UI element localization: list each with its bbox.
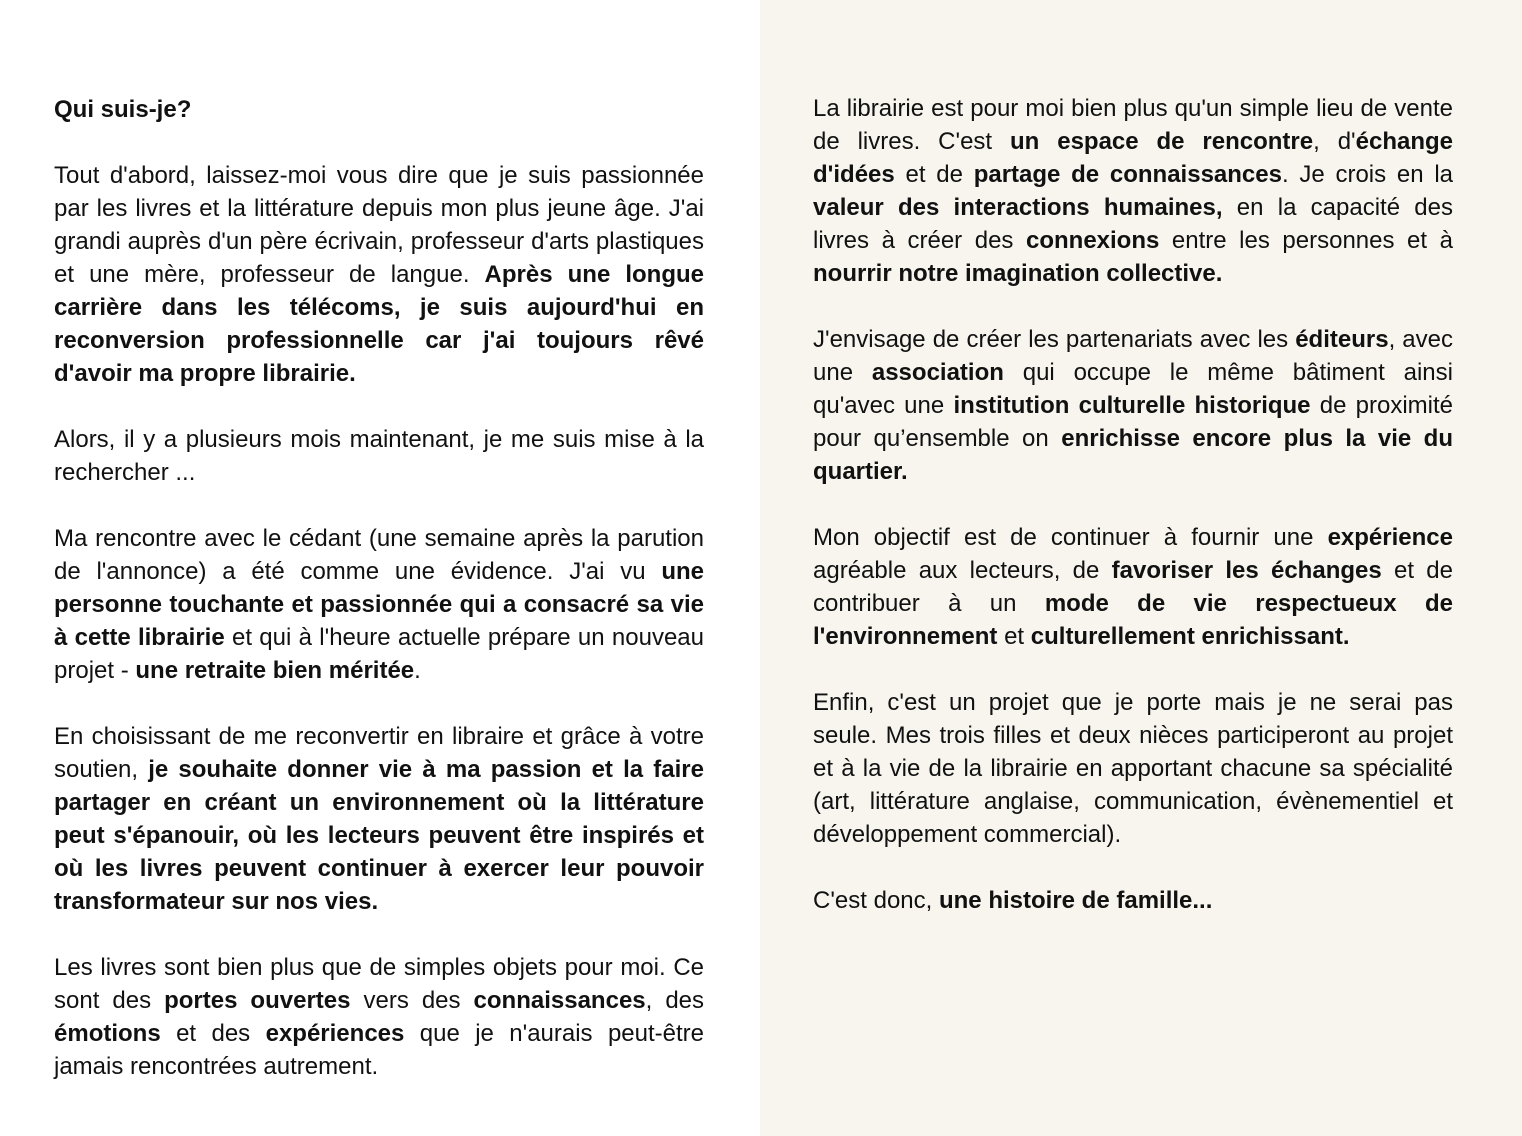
emphasis-text: favoriser les échanges — [1111, 557, 1382, 584]
text-run: de proximité pour qu’ensemble on — [813, 392, 1453, 452]
text-run: et de contribuer à un — [813, 557, 1453, 617]
emphasis-text: enrichisse encore plus la vie du quartier. — [813, 425, 1454, 485]
paragraph — [54, 159, 704, 390]
text-run: Tout d'abord, laissez-moi vous dire que je suis passionnée par les livres et la littérature depuis mon plus jeune âge. J'ai grandi auprès d'un père écrivain, professeur d'arts plastiques et une mère, professeur de langue. — [54, 162, 704, 288]
emphasis-text: connaissances — [473, 987, 646, 1014]
emphasis-text: portes ouvertes — [164, 987, 351, 1014]
emphasis-text: une personne touchante et passionnée qui a consacré sa vie à cette librairie — [54, 558, 704, 651]
emphasis-text: échange d'idées — [813, 128, 1453, 188]
emphasis-text: une retraite bien méritée — [135, 657, 415, 684]
emphasis-text: mode de vie respectueux de l'environnement — [813, 590, 1453, 650]
paragraph — [54, 951, 704, 1083]
right-column — [760, 0, 1522, 1136]
emphasis-text: Après une longue carrière dans les télécoms, je suis aujourd'hui en reconversion professionnelle car j'ai toujours rêvé d'avoir ma propre librairie. — [54, 261, 704, 387]
paragraph — [813, 323, 1453, 488]
emphasis-text: culturellement enrichissant. — [1030, 623, 1350, 650]
section-heading: Qui suis-je? — [54, 96, 192, 123]
text-run: et — [997, 623, 1031, 650]
text-run: , des — [645, 987, 705, 1014]
emphasis-text: connexions — [1025, 227, 1160, 254]
emphasis-text: association — [871, 359, 1004, 386]
text-run: et qui à l'heure actuelle prépare un nouveau projet - — [54, 624, 704, 684]
text-run: Alors, il y a plusieurs mois maintenant, je me suis mise à la rechercher ... — [54, 426, 704, 486]
emphasis-text: expérience — [1327, 524, 1453, 551]
text-run: J'envisage de créer les partenariats avec les — [813, 326, 1296, 353]
emphasis-text: nourrir notre imagination collective. — [813, 260, 1223, 287]
text-run: La librairie est pour moi bien plus qu'un simple lieu de vente de livres. C'est — [813, 95, 1453, 155]
paragraph — [813, 686, 1453, 851]
text-run: , avec une — [813, 326, 1453, 386]
emphasis-text: expériences — [265, 1020, 405, 1047]
right-text-block — [813, 92, 1453, 917]
text-run: . Je crois en la — [1281, 161, 1453, 188]
text-run: agréable aux lecteurs, de — [813, 557, 1112, 584]
emphasis-text: un espace de rencontre — [1010, 128, 1314, 155]
text-run: Enfin, c'est un projet que je porte mais je ne serai pas seule. Mes trois filles et deux nièces participeront au projet et à la vie de la librairie en apportant chacune sa spécialité (art, littérature anglaise, communication, évènementiel et développement commercial). — [813, 689, 1453, 848]
paragraph — [813, 884, 1453, 917]
text-run: vers des — [350, 987, 474, 1014]
text-run: C'est donc, — [813, 887, 939, 914]
text-run: qui occupe le même bâtiment ainsi qu'avec une — [813, 359, 1453, 419]
emphasis-text: je souhaite donner vie à ma passion et la faire partager en créant un environnement où la littérature peut s'épanouir, où les lecteurs peuvent être inspirés et où les livres peuvent continuer à exercer leur pouvoir transformateur sur nos vies. — [54, 756, 704, 915]
text-run: . — [414, 657, 421, 684]
paragraph — [813, 92, 1453, 290]
emphasis-text: valeur des interactions humaines, — [813, 194, 1223, 221]
paragraph — [54, 423, 704, 489]
paragraph — [54, 720, 704, 918]
text-run: En choisissant de me reconvertir en libraire et grâce à votre soutien, — [54, 723, 704, 783]
left-text-block — [54, 93, 704, 1083]
text-run: Les livres sont bien plus que de simples objets pour moi. Ce sont des — [54, 954, 704, 1014]
paragraph — [813, 521, 1453, 653]
text-run: Mon objectif est de continuer à fournir une — [813, 524, 1328, 551]
text-run: et des — [160, 1020, 266, 1047]
text-run: que je n'aurais peut-être jamais rencontrées autrement. — [54, 1020, 705, 1080]
text-run: entre les personnes et à — [1159, 227, 1453, 254]
paragraph — [54, 522, 704, 687]
left-column — [0, 0, 760, 1136]
emphasis-text: éditeurs — [1295, 326, 1389, 353]
emphasis-text: émotions — [54, 1020, 161, 1047]
text-run: en la capacité des livres à créer des — [813, 194, 1453, 254]
text-run: Ma rencontre avec le cédant (une semaine après la parution de l'annonce) a été comme une évidence. J'ai vu — [54, 525, 704, 585]
emphasis-text: institution culturelle historique — [953, 392, 1311, 419]
emphasis-text: partage de connaissances — [973, 161, 1282, 188]
text-run: et de — [894, 161, 974, 188]
text-run: , d' — [1313, 128, 1356, 155]
emphasis-text: une histoire de famille... — [938, 887, 1213, 914]
